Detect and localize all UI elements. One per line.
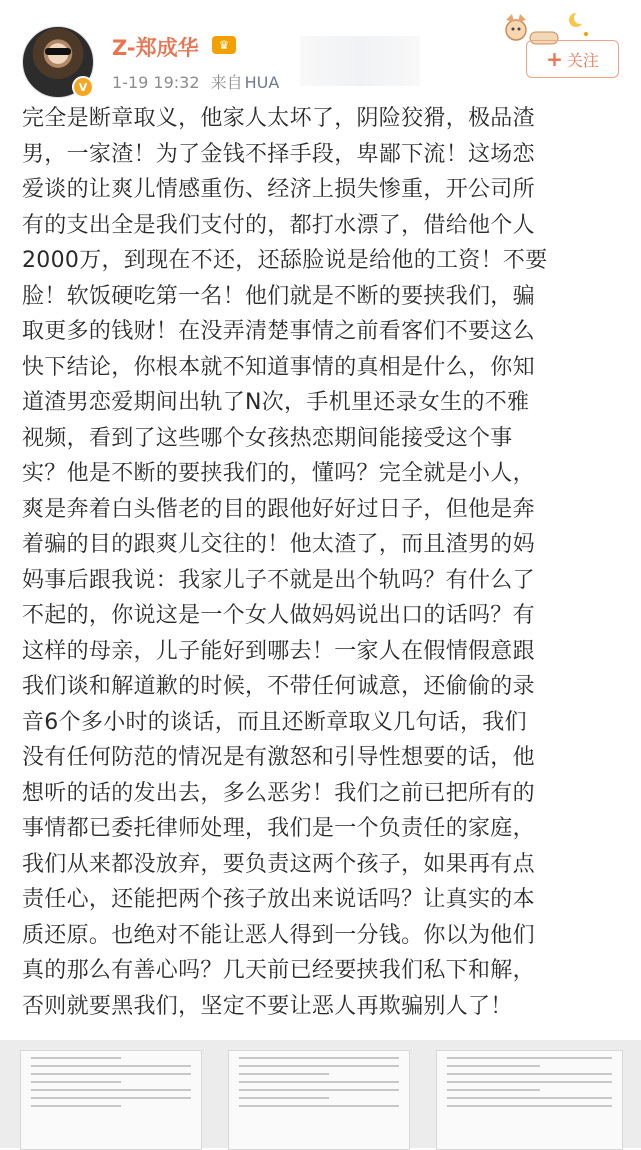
- post-text: [22, 101, 612, 1024]
- attached-document-image[interactable]: [436, 1050, 623, 1150]
- post-line: 我们谈和解道歉的时候，不带任何诚意，还偷偷的录: [22, 674, 535, 699]
- post-line: 不起的，你说这是一个女人做妈妈说出口的话吗？有: [22, 603, 535, 628]
- follow-label: 关注: [566, 50, 599, 70]
- post-line: 爽是奔着白头偕老的目的跟他好好过日子，但他是奔: [22, 496, 535, 522]
- post-line: 道渣男恋爱期间出轨了N次，手机里还录女生的不雅: [22, 390, 530, 415]
- post-line: 有的支出全是我们支付的，都打水漂了，借给他个人: [22, 212, 535, 238]
- post-line: 想听的话的发出去，多么恶劣！我们之前已把所有的: [22, 780, 535, 806]
- post-line: 真的那么有善心吗？几天前已经要挟我们私下和解，: [22, 958, 535, 983]
- attached-document-image[interactable]: [20, 1050, 202, 1150]
- post-line: 男，一家渣！为了金钱不择手段，卑鄙下流！这场恋: [22, 141, 535, 167]
- post-line: 取更多的钱财！在没弄清楚事情之前看客们不要这么: [22, 319, 535, 344]
- post-line: 实？他是不断的要挟我们的，懂吗？完全就是小人，: [22, 461, 535, 486]
- vip-crown-icon: ♛: [212, 36, 236, 54]
- post-line: 着骗的目的跟爽儿交往的！他太渣了，而且渣男的妈: [22, 532, 535, 557]
- post-line: 这样的母亲，儿子能好到哪去！一家人在假情假意跟: [22, 638, 535, 664]
- post-meta: [112, 70, 279, 93]
- post-line: 没有任何防范的情况是有激怒和引导性想要的话，他: [22, 745, 535, 770]
- post-line: 事情都已委托律师处理，我们是一个负责任的家庭，: [22, 816, 535, 841]
- post-line: 快下结论，你根本就不知道事情的真相是什么，你知: [22, 354, 535, 380]
- post-line: 视频，看到了这些哪个女孩热恋期间能接受这个事: [22, 425, 513, 451]
- post-line: 音6个多小时的谈话，而且还断章取义几句话，我们: [22, 709, 527, 735]
- post-header: [0, 0, 641, 105]
- post-line: 完全是断章取义，他家人太坏了，阴险狡猾，极品渣: [22, 106, 535, 131]
- source-prefix: 来自: [210, 73, 243, 92]
- verified-badge-icon: V: [72, 76, 94, 98]
- source-app[interactable]: HUA: [244, 73, 280, 92]
- post-line: 我们从来都没放弃，要负责这两个孩子，如果再有点: [22, 851, 535, 877]
- post-line: 爱谈的让爽儿情感重伤、经济上损失惨重，开公司所: [22, 177, 535, 202]
- user-name[interactable]: Z-郑成华: [112, 36, 199, 60]
- post-time: 1-19 19:32: [112, 73, 200, 92]
- post-line: 否则就要黑我们，坚定不要让恶人再欺骗别人了！: [22, 993, 513, 1019]
- follow-button[interactable]: [526, 40, 619, 78]
- post-line: 质还原。也绝对不能让恶人得到一分钱。你以为他们: [22, 922, 535, 948]
- avatar-photo-icon: [45, 48, 71, 55]
- blurred-region: [300, 36, 420, 86]
- post-line: 2000万，到现在不还，还舔脸说是给他的工资！不要: [22, 248, 548, 273]
- plus-icon: +: [546, 47, 563, 71]
- post-line: 脸！软饭硬吃第一名！他们就是不断的要挟我们，骗: [22, 283, 535, 309]
- post-line: 责任心，还能把两个孩子放出来说话吗？让真实的本: [22, 887, 535, 912]
- attached-document-image[interactable]: [228, 1050, 410, 1150]
- post-line: 妈事后跟我说：我家儿子不就是出个轨吗？有什么了: [22, 567, 535, 593]
